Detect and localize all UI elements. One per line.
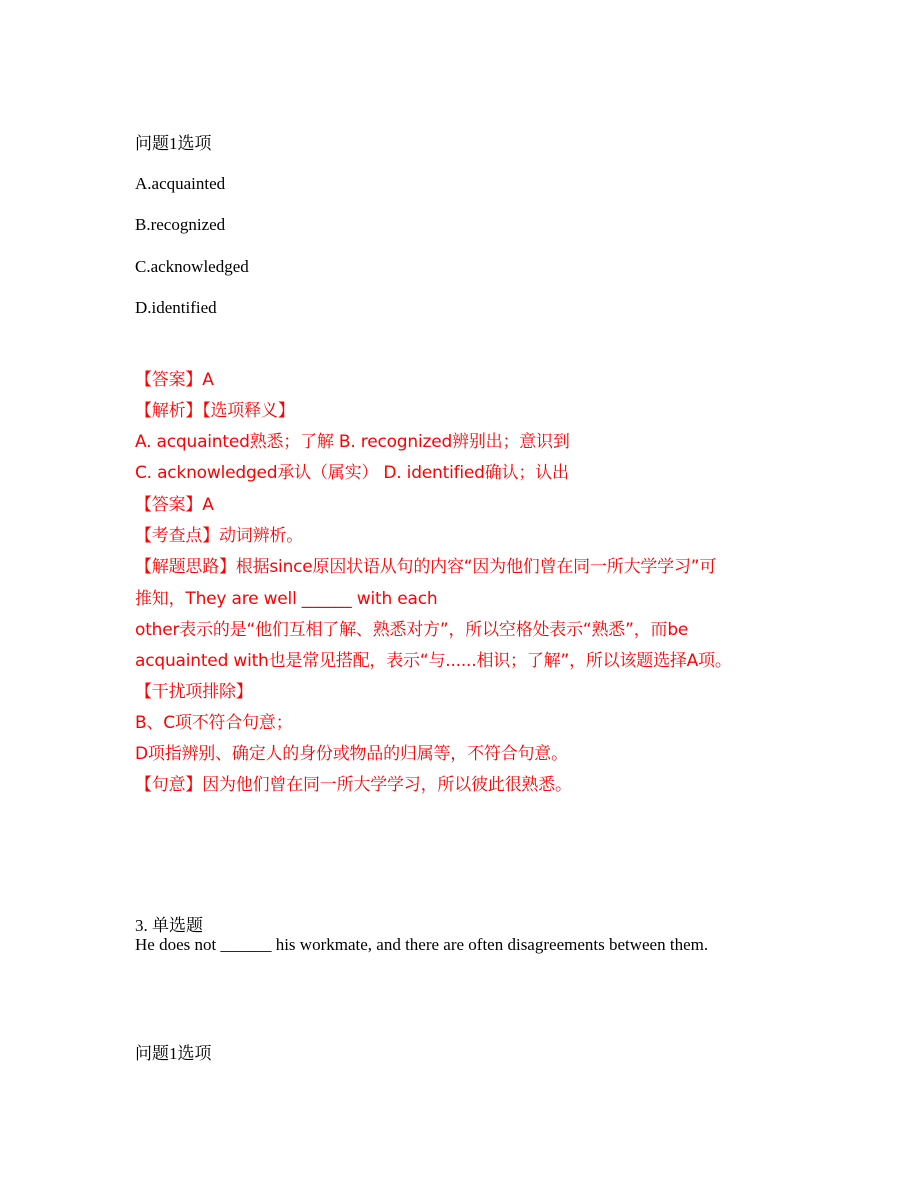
solution-idea-line-1: 【解题思路】根据since原因状语从句的内容“因为他们曾在同一所大学学习”可 — [135, 557, 717, 577]
analysis-heading: 【解析】【选项释义】 — [135, 401, 295, 421]
solution-idea-line-4: acquainted with也是常见搭配，表示“与......相识；了解”，所以该题选择A项。 — [135, 651, 732, 671]
question-stem: He does not ______ his workmate, and there are often disagreements between them. — [135, 935, 709, 954]
option-b: B.recognized — [135, 215, 226, 234]
option-meaning-cd: C. acknowledged承认（属实） D. identified确认；认出 — [135, 463, 569, 483]
answer-line-repeat: 【答案】A — [135, 495, 214, 515]
answer-line: 【答案】A — [135, 370, 214, 390]
question-options-label: 问题1选项 — [135, 134, 212, 153]
distractor-heading: 【干扰项排除】 — [135, 682, 253, 702]
test-point: 【考查点】动词辨析。 — [135, 526, 303, 546]
sentence-meaning: 【句意】因为他们曾在同一所大学学习，所以彼此很熟悉。 — [135, 775, 572, 795]
solution-idea-line-3: other表示的是“他们互相了解、熟悉对方”，所以空格处表示“熟悉”，而be — [135, 620, 689, 640]
option-d: D.identified — [135, 298, 217, 317]
option-a: A.acquainted — [135, 174, 226, 193]
solution-idea-line-2: 推知，They are well ______ with each — [135, 589, 438, 609]
option-c: C.acknowledged — [135, 257, 249, 276]
distractor-d: D项指辨别、确定人的身份或物品的归属等，不符合句意。 — [135, 744, 568, 764]
question-options-label: 问题1选项 — [135, 1044, 212, 1063]
option-meaning-ab: A. acquainted熟悉；了解 B. recognized辨别出；意识到 — [135, 432, 570, 452]
question-header: 3. 单选题 — [135, 916, 203, 935]
distractor-bc: B、C项不符合句意； — [135, 713, 293, 733]
